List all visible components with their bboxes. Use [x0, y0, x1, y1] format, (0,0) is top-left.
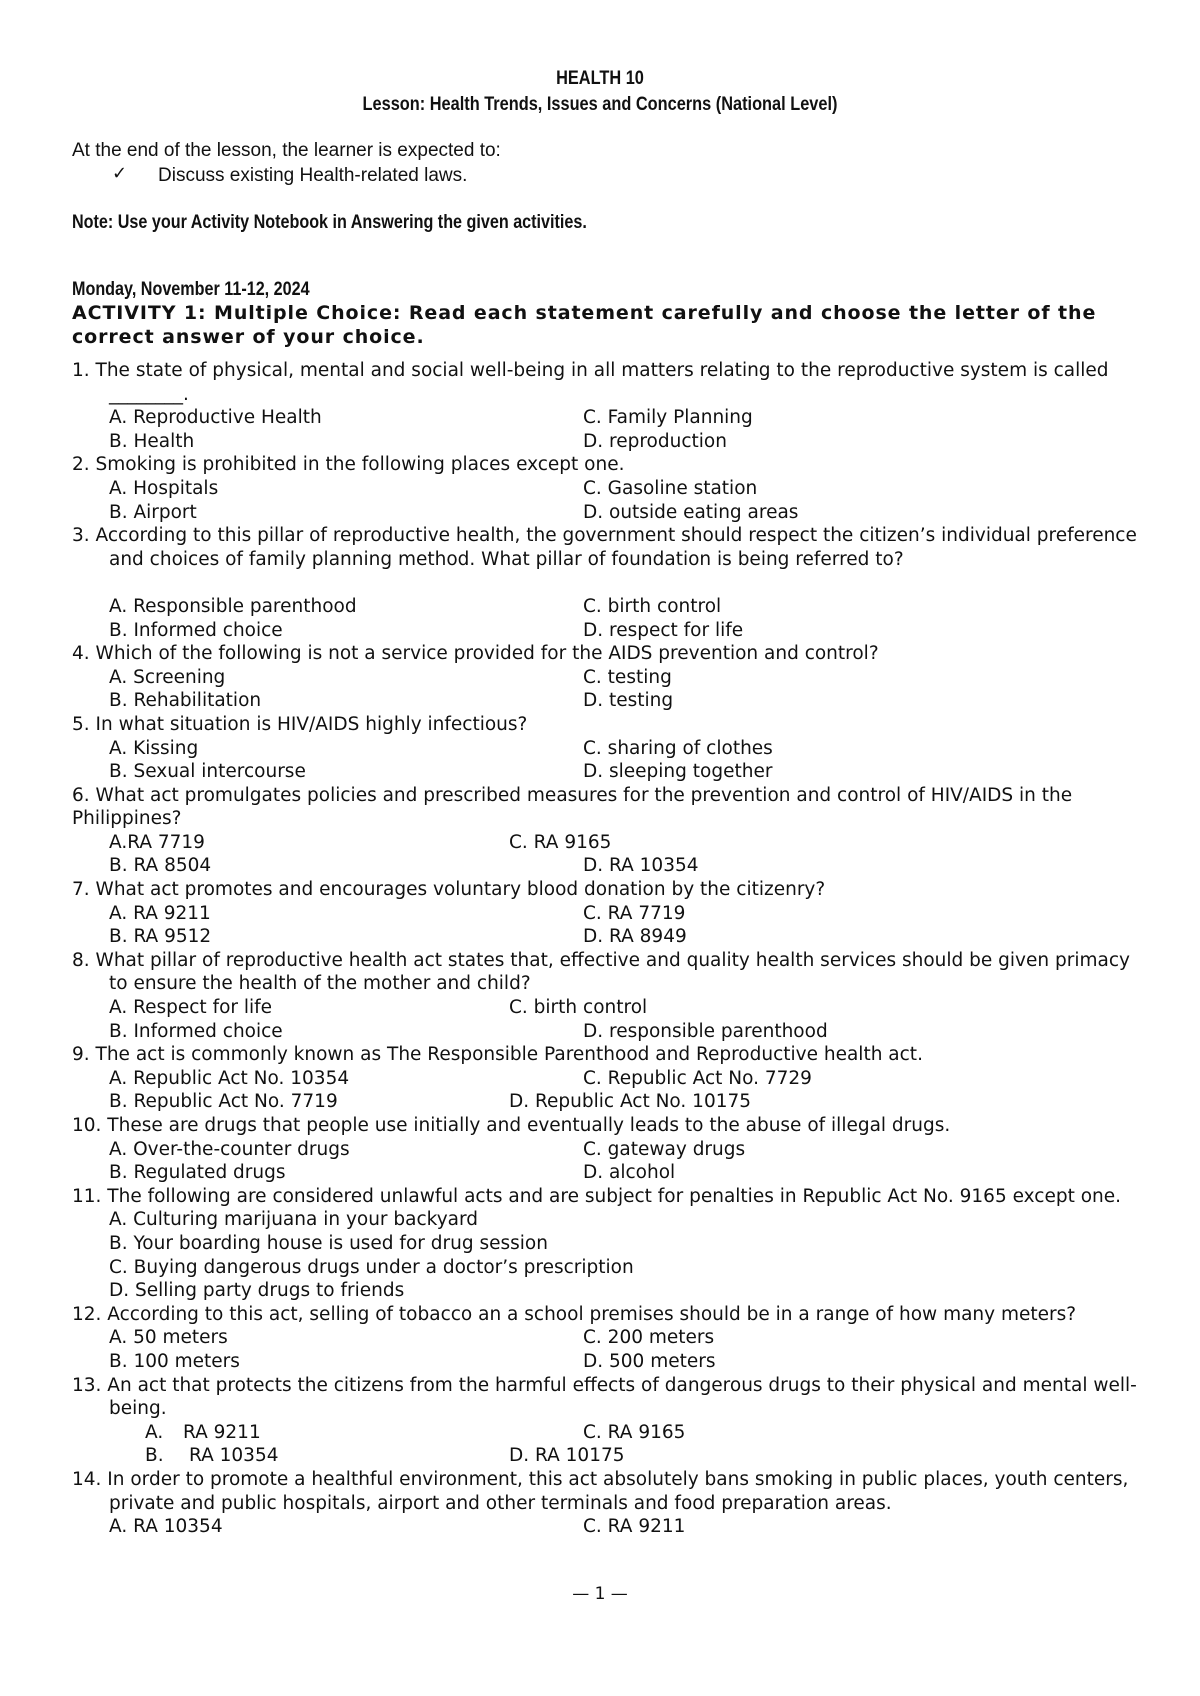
choice-d: D. sleeping together	[583, 761, 773, 783]
choice-c: C. RA 9165	[509, 831, 612, 853]
activity-instruction-line1: ACTIVITY 1: Multiple Choice: Read each statement carefully and choose the letter of the	[72, 302, 1097, 324]
question-3: 3. According to this pillar of reproductive health, the government should respect the citizen’s individual preference and choices of family planning method. What pillar of foundation is being referred to?	[72, 525, 1137, 570]
choice-c: C. 200 meters	[583, 1327, 715, 1349]
choice-d: D. reproduction	[583, 430, 727, 452]
choice-a: A. RA 9211	[109, 902, 211, 924]
choice-a: RA 9211	[183, 1421, 261, 1443]
choice-row	[72, 925, 1142, 949]
learning-objective: Discuss existing Health-related laws.	[158, 165, 468, 186]
choice-d: D. Selling party drugs to friends	[109, 1280, 405, 1302]
choice-row	[72, 1421, 1142, 1445]
choice-row	[72, 595, 1142, 619]
choice-d: D. respect for life	[583, 619, 744, 641]
choice-b: B. Informed choice	[109, 1020, 283, 1042]
choice-c: C. RA 9211	[583, 1516, 686, 1538]
learning-expectation: At the end of the lesson, the learner is expected to:	[72, 140, 501, 161]
choice-row	[72, 902, 1142, 926]
question-5: 5. In what situation is HIV/AIDS highly infectious?	[72, 713, 528, 735]
choice-a: A. Over-the-counter drugs	[109, 1138, 350, 1160]
choice-b: B. RA 9512	[109, 926, 212, 948]
choice-row	[72, 1067, 1142, 1091]
choice-d: D. RA 10175	[509, 1445, 625, 1467]
choice-row	[72, 477, 1142, 501]
question-9: 9. The act is commonly known as The Responsible Parenthood and Reproductive health act.	[72, 1044, 923, 1066]
choice-a: A. Kissing	[109, 737, 199, 759]
choice-b: B. Sexual intercourse	[109, 761, 306, 783]
choice-c: C. Buying dangerous drugs under a doctor’s prescription	[109, 1256, 634, 1278]
choice-row	[72, 430, 1142, 454]
choice-d: D. testing	[583, 690, 674, 712]
activity-date: Monday, November 11-12, 2024	[72, 279, 310, 300]
choice-row	[72, 1279, 1142, 1303]
choice-row	[72, 1350, 1142, 1374]
note-text: Note: Use your Activity Notebook in Answering the given activities.	[72, 212, 587, 233]
choice-d: D. Republic Act No. 10175	[509, 1091, 752, 1113]
question-12: 12. According to this act, selling of tobacco an a school premises should be in a range of how many meters?	[72, 1303, 1077, 1325]
question-10: 10. These are drugs that people use initially and eventually leads to the abuse of illegal drugs.	[72, 1115, 951, 1136]
choice-a: A. Screening	[109, 666, 226, 688]
choice-row	[72, 996, 1142, 1020]
choice-b-letter: B.	[145, 1445, 164, 1467]
choice-a: A. RA 10354	[109, 1516, 223, 1538]
choice-c: C. sharing of clothes	[583, 737, 773, 759]
spacer	[72, 571, 1142, 595]
question-8: 8. What pillar of reproductive health act states that, effective and quality health services should be given primacy to ensure the health of the mother and child?	[72, 949, 1130, 995]
choice-row	[72, 406, 1142, 430]
choice-row	[72, 1138, 1142, 1162]
choice-d: D. alcohol	[583, 1162, 676, 1184]
choice-b: B. Regulated drugs	[109, 1162, 286, 1184]
choice-d: D. 500 meters	[583, 1350, 716, 1372]
choice-row	[72, 501, 1142, 525]
activity-instruction-line2: correct answer of your choice.	[72, 326, 425, 348]
choice-c: C. gateway drugs	[583, 1138, 746, 1160]
choice-row	[72, 619, 1142, 643]
question-13: 13. An act that protects the citizens from the harmful effects of dangerous drugs to their physical and mental well-being.	[72, 1374, 1137, 1420]
choice-row	[72, 1256, 1142, 1280]
choice-b: B. Rehabilitation	[109, 690, 262, 712]
choice-a: A. Culturing marijuana in your backyard	[109, 1209, 479, 1231]
choice-row	[72, 666, 1142, 690]
choice-b: RA 10354	[189, 1445, 279, 1467]
choice-b: B. Airport	[109, 501, 197, 523]
choice-a: A. Respect for life	[109, 997, 273, 1019]
choice-a-letter: A.	[145, 1421, 164, 1443]
choice-d: D. RA 10354	[583, 855, 699, 877]
choice-a: A. Hospitals	[109, 477, 219, 499]
choice-b: B. 100 meters	[109, 1350, 240, 1372]
choice-c: C. RA 9165	[583, 1421, 686, 1443]
choice-row	[72, 854, 1142, 878]
choice-row	[72, 1515, 1142, 1539]
choice-row	[72, 1020, 1142, 1044]
choice-a: A. Reproductive Health	[109, 407, 322, 429]
choice-row	[72, 737, 1142, 761]
page-number: — 1 —	[572, 1584, 628, 1604]
choice-row	[72, 1326, 1142, 1350]
choice-row	[72, 1208, 1142, 1232]
question-14: 14. In order to promote a healthful environment, this act absolutely bans smoking in public places, youth centers, private and public hospitals, airport and other terminals and food preparation areas.	[72, 1468, 1129, 1514]
choice-row	[72, 1090, 1142, 1114]
choice-row	[72, 689, 1142, 713]
choice-d: D. responsible parenthood	[583, 1020, 828, 1042]
question-4: 4. Which of the following is not a service provided for the AIDS prevention and control?	[72, 643, 879, 665]
question-1: 1. The state of physical, mental and social well-being in all matters relating to the reproductive system is called ________.	[72, 360, 1109, 405]
choice-a: A. Responsible parenthood	[109, 595, 357, 617]
choice-row	[72, 1444, 1142, 1468]
choice-c: C. Gasoline station	[583, 477, 758, 499]
lesson-title: Lesson: Health Trends, Issues and Concerns (National Level)	[362, 94, 838, 115]
question-2: 2. Smoking is prohibited in the following places except one.	[72, 454, 625, 476]
checkmark-icon: ✓	[112, 163, 128, 184]
question-11: 11. The following are considered unlawful acts and are subject for penalties in Republic Act No. 9165 except one.	[72, 1185, 1122, 1207]
choice-a: A.RA 7719	[109, 831, 205, 853]
choice-c: C. testing	[583, 666, 672, 688]
choice-c: C. birth control	[583, 595, 722, 617]
question-list	[72, 359, 1142, 1539]
choice-d: D. outside eating areas	[583, 501, 799, 523]
choice-b: B. Your boarding house is used for drug session	[109, 1232, 548, 1254]
choice-c: C. birth control	[509, 997, 648, 1019]
choice-c: C. Family Planning	[583, 407, 753, 429]
question-7: 7. What act promotes and encourages voluntary blood donation by the citizenry?	[72, 879, 826, 901]
choice-b: B. Republic Act No. 7719	[109, 1091, 338, 1113]
choice-row	[72, 760, 1142, 784]
choice-b: B. RA 8504	[109, 855, 212, 877]
choice-b: B. Health	[109, 430, 195, 452]
choice-row	[72, 1232, 1142, 1256]
choice-c: C. Republic Act No. 7729	[583, 1067, 812, 1089]
choice-a: A. 50 meters	[109, 1327, 228, 1349]
choice-row	[72, 1161, 1142, 1185]
choice-row	[72, 831, 1142, 855]
document-title: HEALTH 10	[556, 68, 644, 89]
choice-a: A. Republic Act No. 10354	[109, 1067, 350, 1089]
question-6: 6. What act promulgates policies and prescribed measures for the prevention and control of HIV/AIDS in the Philippines?	[72, 784, 1073, 830]
choice-c: C. RA 7719	[583, 902, 686, 924]
choice-b: B. Informed choice	[109, 619, 283, 641]
choice-d: D. RA 8949	[583, 926, 687, 948]
